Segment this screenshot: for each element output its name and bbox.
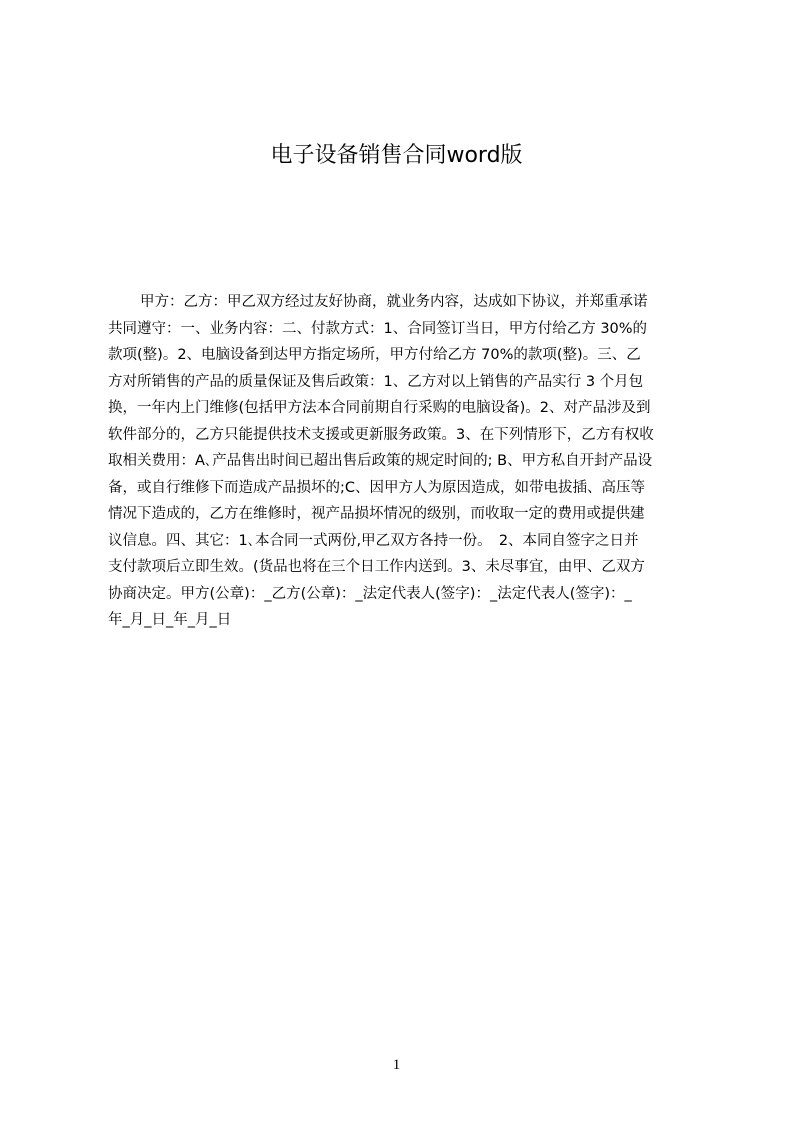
- document-title: 电子设备销售合同word版: [270, 143, 523, 168]
- body-line: 取相关费用：A､产品售出时间已超出售后政策的规定时间的; B、甲方私自开封产品设: [108, 453, 653, 469]
- body-line: 年_月_日_年_月_日: [108, 612, 232, 628]
- body-line: 情况下造成的，乙方在维修时，视产品损坏情况的级别，而收取一定的费用或提供建: [108, 506, 645, 522]
- body-line: 议信息。四、其它：1､本合同一式两份,甲乙双方各持一份。 2、本同自签字之日并: [108, 532, 639, 549]
- body-line: 款项(整)。2、电脑设备到达甲方指定场所，甲方付给乙方 70%的款项(整)。三、乙: [108, 347, 641, 363]
- body-line: 共同遵守：一、业务内容：二、付款方式：1、合同签订当日，甲方付给乙方 30%的: [108, 320, 648, 337]
- body-line: 支付款项后立即生效。(货品也将在三个日工作内送到。3、未尽事宜，由甲、乙双方: [108, 559, 645, 575]
- page-number: 1: [392, 1057, 401, 1073]
- body-line: 换，一年内上门维修(包括甲方法本合同前期自行采购的电脑设备)。2、对产品涉及到: [108, 400, 651, 416]
- body-line: 备，或自行维修下而造成产品损坏的;C、因甲方人为原因造成，如带电拔插、高压等: [108, 479, 646, 496]
- contract-body: [108, 289, 698, 634]
- body-line: 方对所销售的产品的质量保证及售后政策：1、乙方对以上销售的产品实行 3 个月包: [108, 373, 644, 390]
- body-line: 软件部分的，乙方只能提供技术支援或更新服务政策。3、在下列情形下，乙方有权收: [108, 426, 654, 443]
- body-line: 协商决定。甲方(公章)：_乙方(公章)：_法定代表人(签字)：_法定代表人(签字)：_: [108, 585, 632, 602]
- body-line: 甲方：乙方：甲乙双方经过友好协商，就业务内容，达成如下协议，并郑重承诺: [140, 294, 648, 310]
